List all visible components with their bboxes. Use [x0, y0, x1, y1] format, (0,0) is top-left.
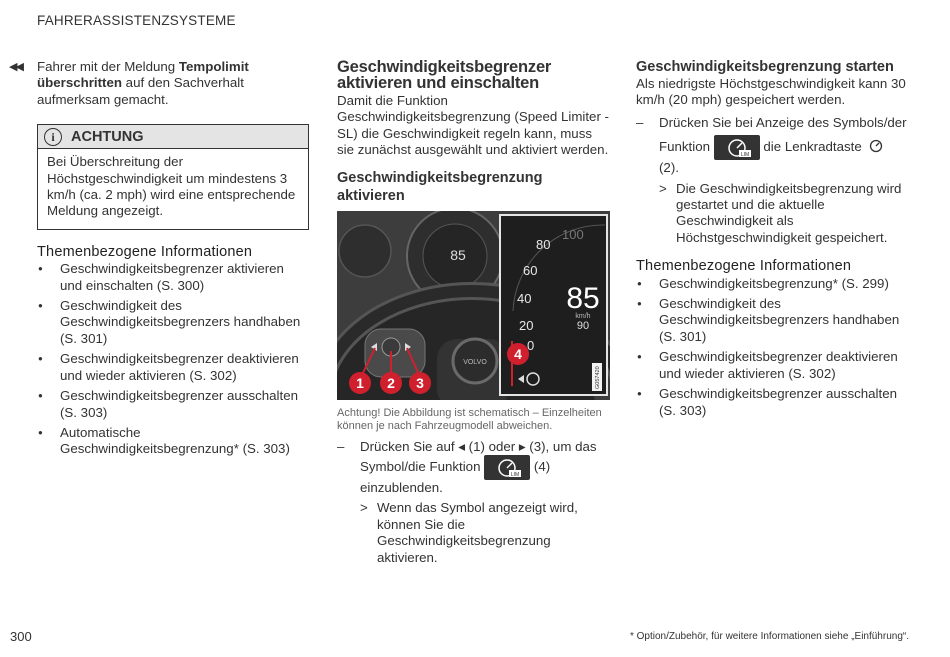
speed-tick-label: 20 [519, 317, 534, 333]
column-1 [37, 59, 309, 462]
related-title: Themenbezogene Informationen [636, 258, 852, 275]
related-list [636, 276, 911, 419]
warning-header [38, 125, 308, 149]
speed-tick-label: 100 [562, 226, 584, 242]
instruction-result: > Die Geschwindigkeitsbegrenzung wird gestartet und die aktuelle Geschwindigkeit als Höchstgeschwindigkeit gespeichert. [659, 180, 902, 245]
related-list [37, 261, 309, 457]
svg-text:LIM: LIM [511, 472, 520, 479]
speed-limiter-lim-icon [714, 135, 760, 160]
svg-text:LIM: LIM [740, 152, 749, 159]
steering-button-icon [869, 139, 883, 157]
speed-limiter-lim-icon [484, 455, 530, 480]
figure-caption: Achtung! Die Abbildung ist schematisch – Einzelheiten können je nach Fahrzeugmodell abweichen. [337, 406, 602, 432]
figure-code: G057420 [595, 365, 601, 389]
related-link[interactable]: ● Geschwindigkeit des Geschwindigkeitsbegrenzers handhaben (S. 301) [37, 298, 309, 347]
info-icon: i [44, 128, 62, 146]
section-intro: Damit die Funktion Geschwindigkeitsbegrenzung (Speed Limiter - SL) die Geschwindigkeit regeln kann, muss sie zunächst ausgewählt und aktiviert werden. [337, 93, 609, 158]
gauge-left-value: 85 [450, 246, 466, 263]
related-link[interactable]: ● Geschwindigkeitsbegrenzer deaktivieren und wieder aktivieren (S. 302) [37, 351, 309, 384]
callout-3: 3 [416, 374, 424, 391]
footnote: * Option/Zubehör, für weitere Informationen siehe „Einführung“. [629, 631, 909, 642]
callout-1: 1 [356, 374, 364, 391]
instruction-step: – Drücken Sie bei Anzeige des Symbols/der [636, 114, 907, 130]
speed-tick-label: 0 [527, 337, 535, 353]
callout-2: 2 [387, 374, 395, 391]
speed-tick-label: 80 [536, 236, 551, 252]
warning-title: ACHTUNG [71, 129, 144, 146]
display-speed: 85 [566, 281, 600, 315]
related-title: Themenbezogene Informationen [37, 243, 253, 260]
display-set-speed: 90 [576, 319, 590, 332]
callout-4: 4 [514, 345, 522, 362]
dashboard-illustration [337, 211, 610, 400]
warning-box [37, 124, 309, 230]
section-title-start: Geschwindigkeitsbegrenzung starten [636, 59, 894, 75]
page-header: FAHRERASSISTENZSYSTEME [37, 13, 236, 28]
speed-tick-label: 60 [523, 262, 538, 278]
section-intro-start: Als niedrigste Höchstgeschwindigkeit kann 30 km/h (20 mph) gespeichert werden. [636, 76, 906, 108]
subsection-title: Geschwindigkeitsbegrenzung aktivieren [337, 169, 543, 204]
column-3 [636, 59, 911, 423]
display-unit: km/h [575, 312, 591, 320]
related-link[interactable]: ● Geschwindigkeitsbegrenzer ausschalten (S. 303) [636, 386, 911, 419]
related-link[interactable]: ● Geschwindigkeitsbegrenzer aktivieren und einschalten (S. 300) [37, 261, 309, 294]
section-title: Geschwindigkeitsbegrenzer aktivieren und einschalten [337, 58, 552, 92]
instruction-result: > Wenn das Symbol angezeigt wird, können Sie die Geschwindigkeitsbegrenzung aktivieren. [360, 500, 578, 565]
intro-paragraph: Fahrer mit der Meldung Tempolimit überschritten auf den Sachverhalt aufmerksam gemacht. [37, 59, 249, 107]
warning-body: Bei Überschreitung der Höchstgeschwindigkeit um mindestens 3 km/h (ca. 2 mph) wird eine entsprechende Meldung angezeigt. [47, 154, 296, 219]
svg-text:VOLVO: VOLVO [463, 358, 487, 366]
continue-arrow-icon: ◀◀ [9, 61, 22, 73]
instruction-step-cont: Funktion LIM die Lenkradtaste (2). [636, 135, 911, 176]
related-link[interactable]: ● Geschwindigkeitsbegrenzer deaktivieren und wieder aktivieren (S. 302) [636, 349, 911, 382]
page-number: 300 [10, 629, 32, 644]
column-2 [337, 59, 610, 566]
speed-tick-label: 40 [517, 290, 532, 306]
related-link[interactable]: ● Geschwindigkeitsbegrenzung* (S. 299) [636, 276, 911, 292]
related-link[interactable]: ● Geschwindigkeit des Geschwindigkeitsbegrenzers handhaben (S. 301) [636, 296, 911, 345]
related-link[interactable]: ● Geschwindigkeitsbegrenzer ausschalten (S. 303) [37, 388, 309, 421]
instruction-step: – Drücken Sie auf ◂ (1) oder ▸ (3), um das Symbol/die Funktion LIM (4) einzublenden. [337, 438, 597, 496]
related-link[interactable]: ● Automatische Geschwindigkeitsbegrenzung* (S. 303) [37, 425, 309, 458]
